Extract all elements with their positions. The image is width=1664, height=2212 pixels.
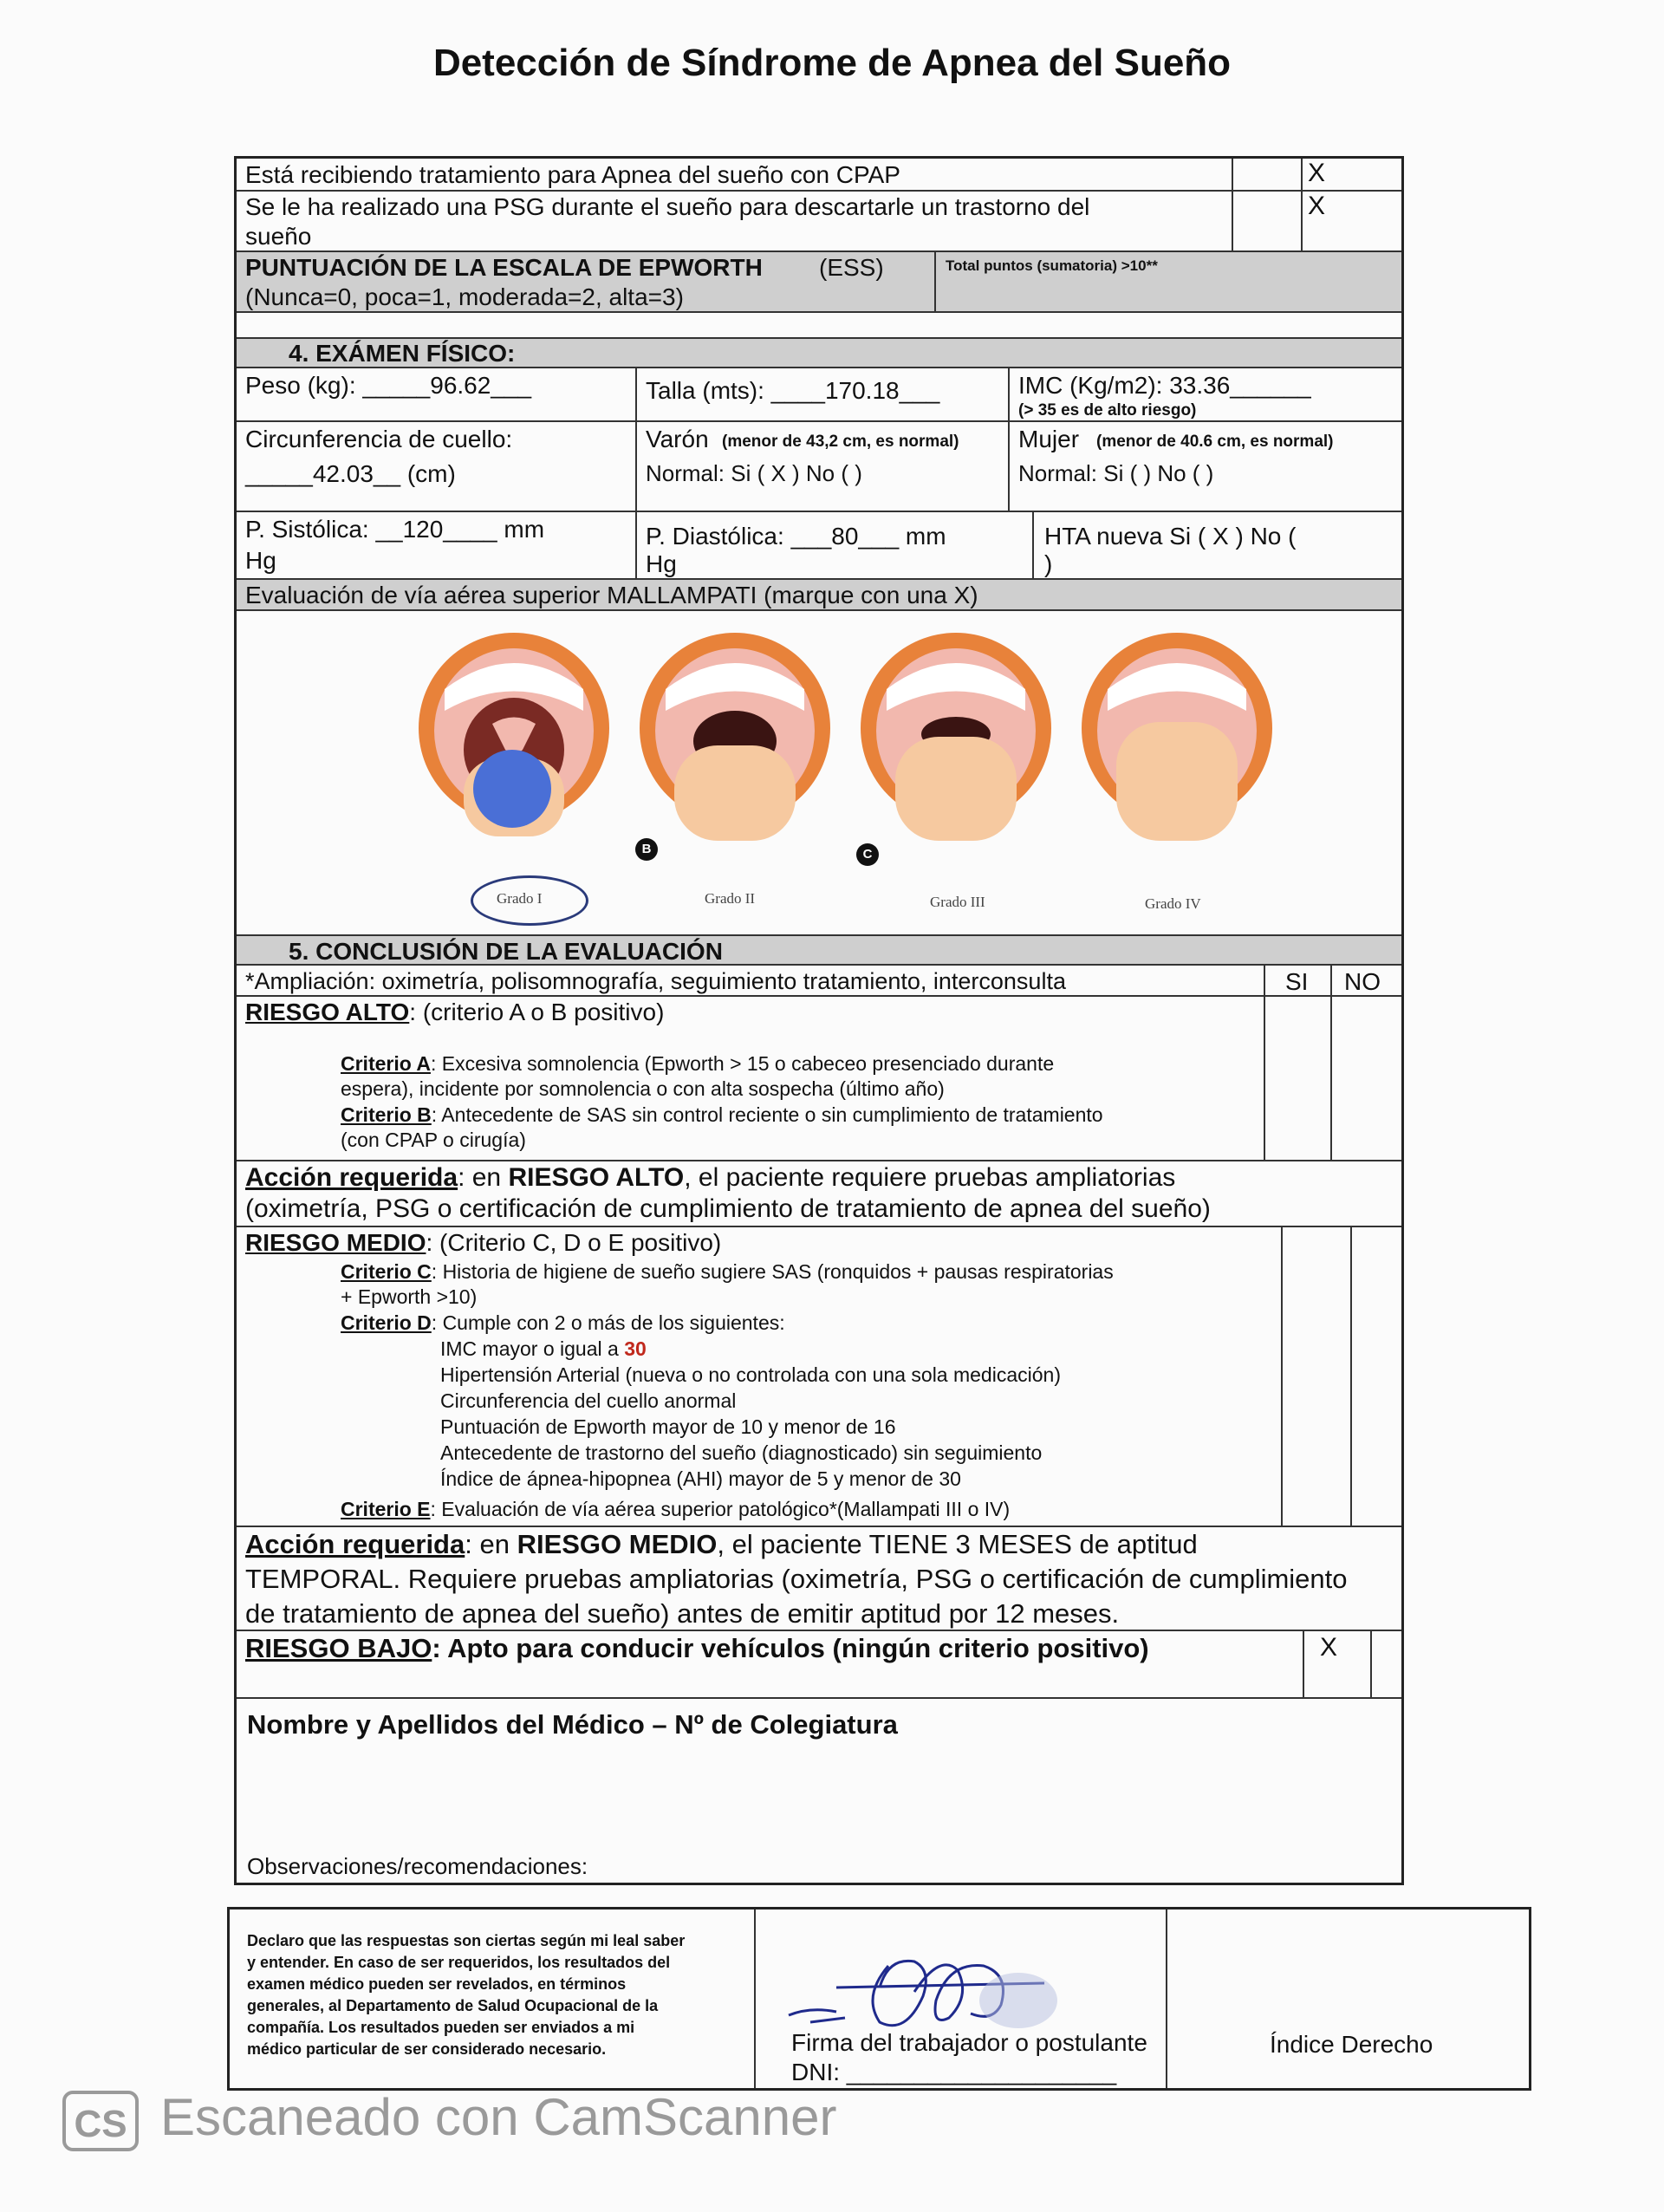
epworth-row	[237, 252, 1401, 313]
mujer-note: (menor de 40.6 cm, es normal)	[1096, 433, 1334, 451]
riesgo-bajo-desc: : Apto para conducir vehículos (ningún criterio positivo)	[432, 1633, 1149, 1663]
si-header: SI	[1285, 968, 1309, 995]
psg-mark: X	[1308, 192, 1326, 220]
mallampati-heading-row	[237, 580, 1401, 611]
ampliacion-text: *Ampliación: oximetría, polisomnografía, seguimiento tratamiento, interconsulta	[245, 968, 1066, 994]
ampliacion-row	[237, 966, 1401, 997]
accion-medio-bold: RIESGO MEDIO	[517, 1529, 718, 1559]
accion-medio-label: Acción requerida	[245, 1529, 465, 1559]
varon-note: (menor de 43,2 cm, es normal)	[722, 433, 959, 451]
riesgo-bajo-mark: X	[1320, 1633, 1338, 1662]
peso-field: Peso (kg): _____96.62___	[245, 372, 532, 399]
hta-line1: HTA nueva Si ( X ) No (	[1044, 523, 1297, 550]
criterio-d-item: Circunferencia del cuello anormal	[440, 1389, 737, 1412]
accion-alto-row	[237, 1161, 1401, 1227]
indice-derecho-label: Índice Derecho	[1270, 2031, 1433, 2058]
accion-alto-mid: : en	[458, 1163, 509, 1192]
dni-field: DNI: ____________________	[791, 2059, 1117, 2085]
sistolica-line1: P. Sistólica: __120____ mm	[245, 516, 545, 543]
evaluation-form	[234, 156, 1404, 1885]
camscanner-logo-icon: CS	[62, 2091, 139, 2151]
no-header: NO	[1344, 968, 1381, 995]
declaration-line: examen médico pueden ser revelados, en términos	[247, 1975, 627, 1993]
medico-label: Nombre y Apellidos del Médico – Nº de Colegiatura	[247, 1709, 898, 1740]
declaration-line: Declaro que las respuestas son ciertas según mi leal saber	[247, 1932, 686, 1949]
criterio-d-imc-value: 30	[624, 1337, 647, 1360]
grade-4-label: Grado IV	[1145, 895, 1201, 912]
mallampati-heading: Evaluación de vía aérea superior MALLAMPATI (marque con una X)	[245, 582, 978, 608]
criterio-c-line1: : Historia de higiene de sueño sugiere SAS (ronquidos + pausas respiratorias	[431, 1260, 1114, 1283]
epworth-abbr: (ESS)	[819, 254, 884, 281]
accion-medio-row	[237, 1527, 1401, 1631]
psg-question-line1: Se le ha realizado una PSG durante el sueño para descartarle un trastorno del	[245, 193, 1090, 220]
grade-3-label: Grado III	[930, 894, 985, 910]
accion-alto-label: Acción requerida	[245, 1163, 458, 1192]
imc-field: IMC (Kg/m2): 33.36______	[1018, 372, 1311, 399]
mallampati-images	[237, 611, 1401, 940]
criterio-d-item: Puntuación de Epworth mayor de 10 y menor de 16	[440, 1415, 896, 1438]
firma-label: Firma del trabajador o postulante	[791, 2029, 1147, 2056]
accion-alto-line2: (oximetría, PSG o certificación de cumplimiento de tratamiento de apnea del sueño)	[245, 1194, 1211, 1223]
accion-alto-bold: RIESGO ALTO	[508, 1163, 685, 1192]
signature-icon	[784, 1936, 1070, 2031]
mujer-normal: Normal: Si ( ) No ( )	[1018, 460, 1214, 486]
criterio-d-line1: : Cumple con 2 o más de los siguientes:	[431, 1311, 785, 1334]
declaration-box	[227, 1907, 1531, 2091]
accion-medio-mid: : en	[465, 1529, 517, 1559]
criterio-b-label: Criterio B	[341, 1103, 432, 1126]
imc-note: (> 35 es de alto riesgo)	[1018, 401, 1197, 420]
mallampati-grade-4-icon	[1073, 628, 1281, 845]
declaration-line: y entender. En caso de ser requeridos, los resultados del	[247, 1954, 671, 1971]
riesgo-bajo-row	[237, 1631, 1401, 1699]
riesgo-alto-row	[237, 997, 1401, 1161]
neck-row	[237, 422, 1401, 512]
blood-pressure-row	[237, 512, 1401, 580]
criterio-a-label: Criterio A	[341, 1052, 431, 1075]
criterio-b-line2: (con CPAP o cirugía)	[341, 1129, 526, 1151]
hta-line2: )	[1044, 550, 1053, 577]
epworth-title: PUNTUACIÓN DE LA ESCALA DE EPWORTH	[245, 254, 763, 281]
diastolica-line2: Hg	[646, 550, 677, 577]
riesgo-medio-row	[237, 1227, 1401, 1527]
varon-label: Varón	[646, 426, 709, 452]
mallampati-grade-1-icon	[410, 628, 618, 845]
riesgo-alto-desc: : (criterio A o B positivo)	[409, 999, 665, 1025]
diastolica-line1: P. Diastólica: ___80___ mm	[646, 523, 946, 550]
neck-value: _____42.03__ (cm)	[245, 460, 456, 487]
badge-b: B	[635, 838, 658, 861]
epworth-total: Total puntos (sumatoria) >10**	[946, 257, 1158, 274]
declaration-line: compañía. Los resultados pueden ser enviados a mi	[247, 2019, 635, 2036]
criterio-d-imc: IMC mayor o igual a	[440, 1337, 625, 1360]
criterio-c-line2: + Epworth >10)	[341, 1285, 478, 1308]
criterio-d-item: Antecedente de trastorno del sueño (diagnosticado) sin seguimiento	[440, 1441, 1043, 1464]
neck-label: Circunferencia de cuello:	[245, 426, 513, 452]
exam-heading: 4. EXÁMEN FÍSICO:	[289, 340, 516, 367]
camscanner-watermark: Escaneado con CamScanner	[160, 2088, 837, 2146]
epworth-scale: (Nunca=0, poca=1, moderada=2, alta=3)	[245, 283, 684, 310]
riesgo-bajo-title: RIESGO BAJO	[245, 1633, 432, 1663]
mujer-label: Mujer	[1018, 426, 1080, 452]
grade-1-label: Grado I	[497, 890, 543, 907]
spacer-row	[237, 313, 1401, 339]
declaration-line: generales, al Departamento de Salud Ocupacional de la	[247, 1997, 659, 2014]
criterio-e-label: Criterio E	[341, 1498, 431, 1520]
criterio-e-line1: : Evaluación de vía aérea superior patológico*(Mallampati III o IV)	[430, 1498, 1011, 1520]
criterio-c-label: Criterio C	[341, 1260, 432, 1283]
criterio-d-item: Hipertensión Arterial (nueva o no controlada con una sola medicación)	[440, 1363, 1061, 1386]
varon-normal: Normal: Si ( X ) No ( )	[646, 460, 862, 486]
accion-medio-line3: de tratamiento de apnea del sueño) antes de emitir aptitud por 12 meses.	[245, 1598, 1120, 1629]
anthropometry-row	[237, 368, 1401, 422]
cpap-mark: X	[1308, 159, 1326, 187]
talla-field: Talla (mts): ____170.18___	[646, 377, 940, 404]
psg-question-row	[237, 192, 1401, 252]
conclusion-heading-row	[237, 934, 1401, 966]
mallampati-grade-2-icon	[631, 628, 839, 845]
psg-question-line2: sueño	[245, 223, 312, 250]
badge-c: C	[856, 843, 879, 866]
criterio-d-label: Criterio D	[341, 1311, 432, 1334]
riesgo-medio-title: RIESGO MEDIO	[245, 1229, 426, 1256]
sistolica-line2: Hg	[245, 547, 276, 574]
exam-heading-row	[237, 339, 1401, 368]
cpap-question: Está recibiendo tratamiento para Apnea del sueño con CPAP	[245, 161, 900, 188]
criterio-b-line1: : Antecedente de SAS sin control reciente o sin cumplimiento de tratamiento	[431, 1103, 1103, 1126]
medico-section	[237, 1699, 1401, 1885]
conclusion-heading: 5. CONCLUSIÓN DE LA EVALUACIÓN	[289, 938, 723, 965]
accion-alto-end: , el paciente requiere pruebas ampliatorias	[684, 1163, 1176, 1192]
declaration-line: médico particular de ser considerado necesario.	[247, 2040, 607, 2058]
cpap-question-row	[237, 159, 1401, 192]
criterio-d-item: Índice de ápnea-hipopnea (AHI) mayor de 5 y menor de 30	[440, 1467, 961, 1490]
observaciones-label: Observaciones/recomendaciones:	[247, 1853, 588, 1879]
riesgo-alto-title: RIESGO ALTO	[245, 999, 410, 1025]
riesgo-medio-desc: : (Criterio C, D o E positivo)	[426, 1229, 722, 1256]
accion-medio-line2: TEMPORAL. Requiere pruebas ampliatorias (oximetría, PSG o certificación de cumplimiento	[245, 1564, 1348, 1594]
criterio-a-line2: espera), incidente por somnolencia o con alta sospecha (último año)	[341, 1077, 945, 1100]
mallampati-grade-3-icon	[852, 628, 1060, 845]
grade-2-label: Grado II	[705, 890, 756, 907]
document-title: Detección de Síndrome de Apnea del Sueño	[432, 42, 1232, 84]
accion-medio-end: , el paciente TIENE 3 MESES de aptitud	[717, 1529, 1198, 1559]
criterio-a-line1: : Excesiva somnolencia (Epworth > 15 o cabeceo presenciado durante	[430, 1052, 1055, 1075]
